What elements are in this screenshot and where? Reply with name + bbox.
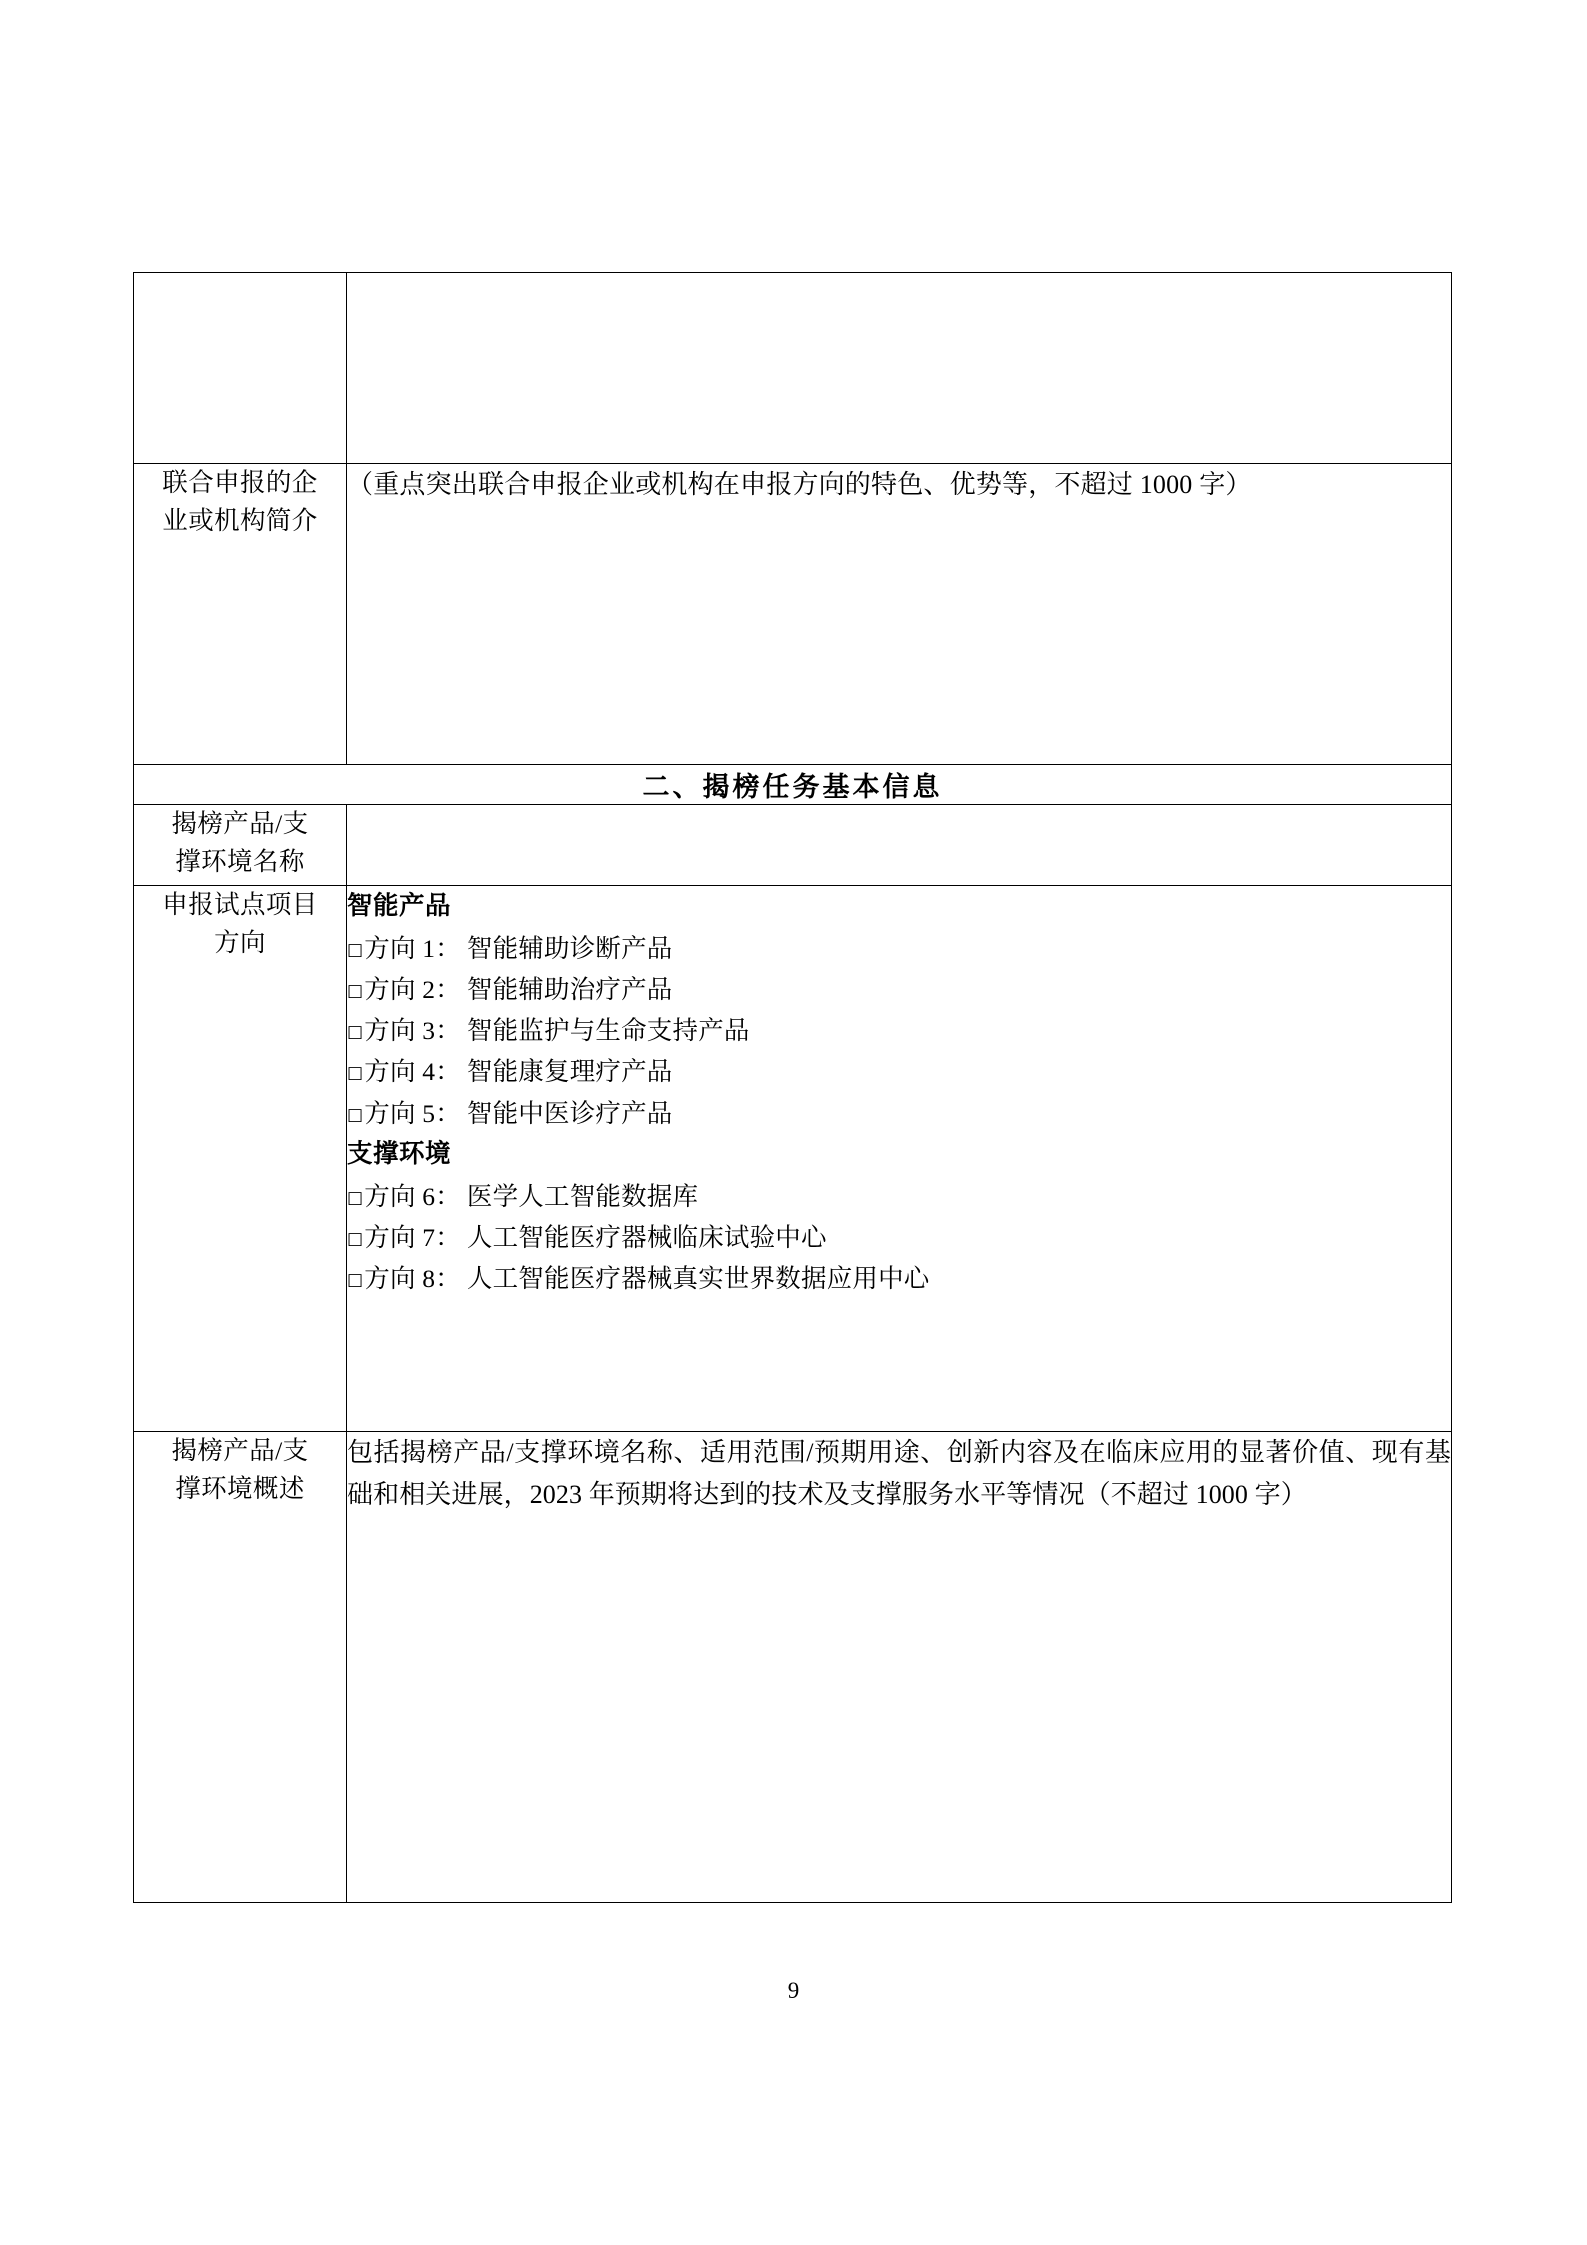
joint-profile-label-line-2: 业或机构简介 <box>162 506 318 536</box>
joint-profile-label-line-1: 联合申报的企 <box>162 468 318 497</box>
direction-6-text: 医学人工智能数据库 <box>466 1181 699 1211</box>
direction-option-7[interactable] <box>347 1217 1451 1258</box>
direction-8-key: 方向 8： <box>364 1264 461 1294</box>
direction-2-text: 智能辅助治疗产品 <box>466 974 673 1004</box>
checkbox-icon-direction-3[interactable]: □ <box>347 1022 364 1043</box>
direction-option-1[interactable] <box>347 928 1451 969</box>
overview-label-line-2: 撑环境概述 <box>175 1474 305 1504</box>
checkbox-icon-direction-5[interactable]: □ <box>347 1104 364 1125</box>
blank-top-body-cell[interactable] <box>347 273 1452 464</box>
direction-4-text: 智能康复理疗产品 <box>466 1057 673 1087</box>
table-row-section-header <box>134 765 1452 805</box>
overview-hint-text: 包括揭榜产品/支撑环境名称、适用范围/预期用途、创新内容及在临床应用的显著价值、现有基础和相关进展，2023 年预期将达到的技术及支撑服务水平等情况（不超过 1000 字） <box>347 1438 1451 1510</box>
direction-7-key: 方向 7： <box>364 1222 461 1252</box>
direction-5-key: 方向 5： <box>364 1098 461 1128</box>
direction-5-text: 智能中医诊疗产品 <box>466 1098 673 1128</box>
direction-option-8[interactable] <box>347 1258 1451 1299</box>
blank-top-label-cell <box>134 273 347 464</box>
direction-group-heading-support: 支撑环境 <box>347 1139 452 1168</box>
direction-7-text: 人工智能医疗器械临床试验中心 <box>466 1222 827 1252</box>
checkbox-icon-direction-7[interactable]: □ <box>347 1228 364 1249</box>
directions-options-cell <box>347 886 1452 1432</box>
page-number: 9 <box>787 1978 800 2003</box>
overview-input-cell[interactable] <box>347 1432 1452 1903</box>
product-name-input-cell[interactable] <box>347 805 1452 886</box>
overview-label-cell <box>134 1432 347 1903</box>
direction-4-key: 方向 4： <box>364 1057 461 1087</box>
checkbox-icon-direction-8[interactable]: □ <box>347 1270 364 1291</box>
checkbox-icon-direction-1[interactable]: □ <box>347 939 364 960</box>
directions-label-cell <box>134 886 347 1432</box>
direction-2-key: 方向 2： <box>364 974 461 1004</box>
direction-8-text: 人工智能医疗器械真实世界数据应用中心 <box>466 1264 930 1294</box>
overview-label-line-1: 揭榜产品/支 <box>171 1436 309 1465</box>
table-row-overview <box>134 1432 1452 1903</box>
application-form-table <box>133 272 1452 1903</box>
direction-1-key: 方向 1： <box>364 933 461 963</box>
directions-label-line-2: 方向 <box>214 928 266 958</box>
direction-3-text: 智能监护与生命支持产品 <box>466 1016 750 1046</box>
section-header-title: 二、揭榜任务基本信息 <box>134 765 1452 805</box>
direction-option-5[interactable] <box>347 1093 1451 1134</box>
product-name-label-line-1: 揭榜产品/支 <box>171 809 309 838</box>
joint-profile-hint-text: （重点突出联合申报企业或机构在申报方向的特色、优势等，不超过 1000 字） <box>347 470 1252 499</box>
direction-1-text: 智能辅助诊断产品 <box>466 933 673 963</box>
table-row-joint-profile <box>134 464 1452 765</box>
product-name-label-line-2: 撑环境名称 <box>175 847 305 877</box>
product-name-label-cell <box>134 805 347 886</box>
joint-profile-label-cell <box>134 464 347 765</box>
joint-profile-input-cell[interactable] <box>347 464 1452 765</box>
direction-option-4[interactable] <box>347 1051 1451 1092</box>
directions-label-line-1: 申报试点项目 <box>162 890 318 919</box>
direction-3-key: 方向 3： <box>364 1016 461 1046</box>
direction-6-key: 方向 6： <box>364 1181 461 1211</box>
table-row-blank-top <box>134 273 1452 464</box>
direction-option-6[interactable] <box>347 1176 1451 1217</box>
table-row-product-name <box>134 805 1452 886</box>
direction-option-3[interactable] <box>347 1010 1451 1051</box>
direction-group-heading-products: 智能产品 <box>347 891 452 920</box>
checkbox-icon-direction-4[interactable]: □ <box>347 1063 364 1084</box>
table-row-directions <box>134 886 1452 1432</box>
checkbox-icon-direction-6[interactable]: □ <box>347 1187 364 1208</box>
checkbox-icon-direction-2[interactable]: □ <box>347 980 364 1001</box>
direction-option-2[interactable] <box>347 969 1451 1010</box>
